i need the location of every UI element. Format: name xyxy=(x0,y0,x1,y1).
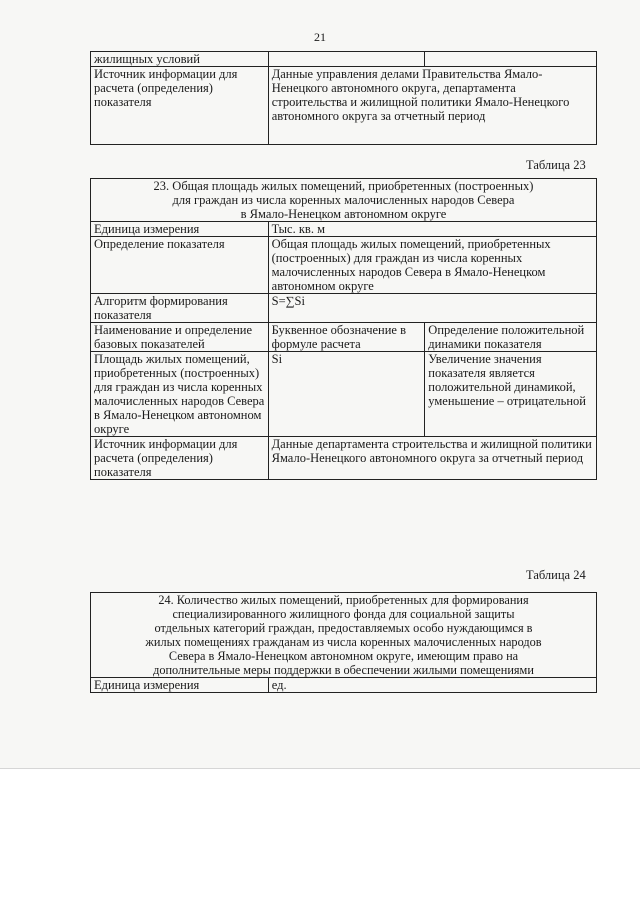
table-row xyxy=(91,678,597,693)
definition-value: Общая площадь жилых помещений, приобретенных (построенных) для граждан из числа коренных малочисленных народов Севера в Ямало-Ненецком автономном округе xyxy=(268,237,596,294)
table-row xyxy=(91,437,597,480)
column-header: Наименование и определение базовых показателей xyxy=(91,323,269,352)
source-value: Данные департамента строительства и жилищной политики Ямало-Ненецкого автономного округа за отчетный период xyxy=(268,437,596,480)
table-cell xyxy=(268,52,425,67)
algorithm-value: S=∑Si xyxy=(268,294,596,323)
column-header: Буквенное обозначение в формуле расчета xyxy=(268,323,425,352)
table-title-line: в Ямало-Ненецком автономном округе xyxy=(240,207,447,221)
table-cell: жилищных условий xyxy=(91,52,269,67)
base-indicator-name: Площадь жилых помещений, приобретенных (построенных) для граждан из числа коренных малочисленных народов Севера в Ямало-Ненецком автономном округе xyxy=(91,352,269,437)
table-row xyxy=(91,352,597,437)
table-title-line: 24. Количество жилых помещений, приобретенных для формирования xyxy=(158,593,529,607)
unit-label: Единица измерения xyxy=(91,222,269,237)
table-24 xyxy=(90,592,597,693)
table-row xyxy=(91,222,597,237)
base-indicator-symbol: Si xyxy=(268,352,425,437)
unit-value: Тыс. кв. м xyxy=(268,222,596,237)
table-row xyxy=(91,237,597,294)
table-title-line: 23. Общая площадь жилых помещений, приобретенных (построенных) xyxy=(153,179,534,193)
table-row xyxy=(91,67,597,145)
table-24-caption: Таблица 24 xyxy=(526,568,586,582)
source-label: Источник информации для расчета (определения) показателя xyxy=(91,437,269,480)
algorithm-label: Алгоритм формирования показателя xyxy=(91,294,269,323)
table-23 xyxy=(90,178,597,480)
source-label: Источник информации для расчета (определения) показателя xyxy=(91,67,269,145)
table-title-line: Севера в Ямало-Ненецком автономном округе, имеющим право на xyxy=(168,649,519,663)
unit-value: ед. xyxy=(268,678,596,693)
table-row xyxy=(91,294,597,323)
unit-label: Единица измерения xyxy=(91,678,269,693)
table-row xyxy=(91,179,597,222)
table-23-caption: Таблица 23 xyxy=(526,158,586,172)
table-22-tail xyxy=(90,51,597,145)
table-row xyxy=(91,323,597,352)
table-title xyxy=(91,179,597,222)
table-row xyxy=(91,593,597,678)
table-title xyxy=(91,593,597,678)
definition-label: Определение показателя xyxy=(91,237,269,294)
table-cell xyxy=(425,52,597,67)
table-row xyxy=(91,52,597,67)
source-value: Данные управления делами Правительства Ямало-Ненецкого автономного округа, департамента строительства и жилищной политики Ямало-Ненецкого автономного округа за отчетный период xyxy=(268,67,596,145)
table-title-line: специализированного жилищного фонда для социальной защиты xyxy=(172,607,515,621)
table-title-line: отдельных категорий граждан, предоставляемых особо нуждающимся в xyxy=(154,621,533,635)
table-title-line: дополнительные меры поддержки в обеспечении жилыми помещениями xyxy=(153,663,534,677)
table-title-line: для граждан из числа коренных малочисленных народов Севера xyxy=(172,193,515,207)
base-indicator-dynamics: Увеличение значения показателя является положительной динамикой, уменьшение – отрицательной xyxy=(425,352,597,437)
table-title-line: жилых помещениях гражданам из числа коренных малочисленных народов xyxy=(145,635,542,649)
column-header: Определение положительной динамики показателя xyxy=(425,323,597,352)
page-number: 21 xyxy=(314,30,326,44)
